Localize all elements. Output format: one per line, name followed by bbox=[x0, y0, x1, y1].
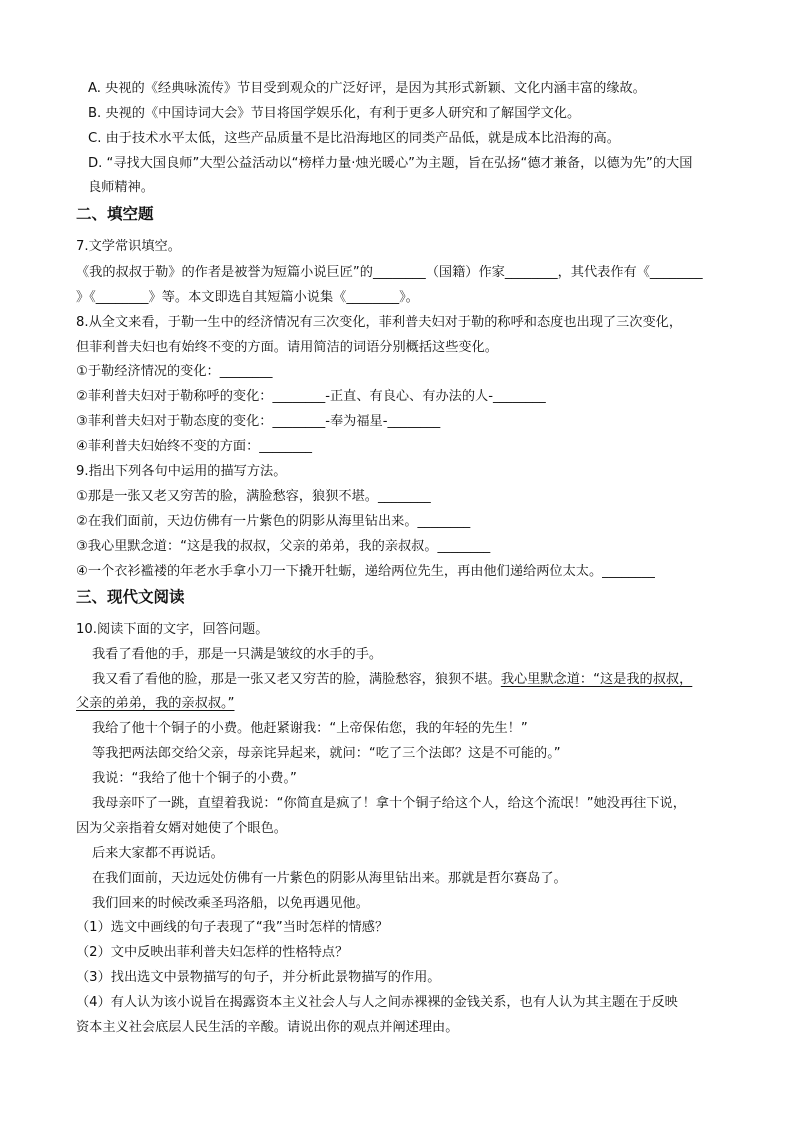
q8-item-2: ②菲利普夫妇对于勒称呼的变化：________-正直、有良心、有办法的人-________ bbox=[76, 389, 546, 404]
passage-paragraph: 我们回来的时候改乘圣玛洛船，以免再遇见他。 bbox=[92, 896, 369, 911]
q6-option-d: D. “寻找大国良师”大型公益活动以“榜样力量·烛光暖心”为主题，旨在弘扬“德才兼备，以德为先”的大国 bbox=[88, 156, 693, 171]
sub-question-4-continued: 资本主义社会底层人民生活的辛酸。请说出你的观点并阐述理由。 bbox=[76, 1020, 459, 1035]
q7-line-2: 》《________》等。本文即选自其短篇小说集《________》。 bbox=[76, 290, 419, 305]
q10-stem: 10.阅读下面的文字，回答问题。 bbox=[76, 622, 269, 637]
q9-item-2: ②在我们面前，天边仿佛有一片紫色的阴影从海里钻出来。________ bbox=[76, 514, 471, 529]
sub-question-3: （3）找出选文中景物描写的句子，并分析此景物描写的作用。 bbox=[76, 970, 441, 985]
section-title-reading: 三、现代文阅读 bbox=[76, 588, 185, 606]
sub-question-4: （4）有人认为该小说旨在揭露资本主义社会人与人之间赤裸裸的金钱关系，也有人认为其主题在于反映 bbox=[76, 995, 678, 1010]
passage-paragraph: 等我把两法郎交给父亲，母亲诧异起来，就问：“吃了三个法郎？这是不可能的。” bbox=[92, 746, 561, 761]
q8-item-3: ③菲利普夫妇对于勒态度的变化：________-奉为福星-________ bbox=[76, 414, 441, 429]
q9-stem: 9.指出下列各句中运用的描写方法。 bbox=[76, 464, 287, 479]
q8-item-1: ①于勒经济情况的变化：________ bbox=[76, 364, 273, 379]
passage-paragraph: 在我们面前，天边远处仿佛有一片紫色的阴影从海里钻出来。那就是哲尔赛岛了。 bbox=[92, 871, 567, 886]
passage-paragraph: 我说：“我给了他十个铜子的小费。” bbox=[92, 771, 297, 786]
q6-option-c: C. 由于技术水平太低，这些产品质量不是比沿海地区的同类产品低，就是成本比沿海的高。 bbox=[88, 131, 620, 146]
passage-text: 我又看了看他的脸，那是一张又老又穷苦的脸，满脸愁容，狼狈不堪。 bbox=[92, 672, 501, 687]
section-title-fill-in: 二、填空题 bbox=[76, 205, 154, 223]
sub-question-1: （1）选文中画线的句子表现了“我”当时怎样的情感？ bbox=[76, 920, 389, 935]
q6-option-d-continued: 良师精神。 bbox=[88, 180, 154, 195]
passage-paragraph: 后来大家都不再说话。 bbox=[92, 846, 224, 861]
underlined-sentence-continued: 父亲的弟弟，我的亲叔叔。” bbox=[76, 696, 235, 711]
q9-item-1: ①那是一张又老又穷苦的脸，满脸愁容，狼狈不堪。________ bbox=[76, 489, 431, 504]
q8-stem-continued: 但菲利普夫妇也有始终不变的方面。请用简洁的词语分别概括这些变化。 bbox=[76, 340, 498, 355]
q9-item-4: ④一个衣衫褴褛的年老水手拿小刀一下撬开牡蛎，递给两位先生，再由他们递给两位太太。________ bbox=[76, 564, 655, 579]
q8-item-4: ④菲利普夫妇始终不变的方面：________ bbox=[76, 439, 313, 454]
sub-question-2: （2）文中反映出菲利普夫妇怎样的性格特点？ bbox=[76, 945, 349, 960]
q7-line-1: 《我的叔叔于勒》的作者是被誉为短篇小说巨匠”的________（国籍）作家________，其代表作有《________ bbox=[76, 265, 703, 280]
passage-paragraph: 我母亲吓了一跳，直望着我说：“你简直是疯了！拿十个铜子给这个人，给这个流氓！”她没再往下说， bbox=[92, 796, 686, 811]
underlined-sentence: 我心里默念道：“这是我的叔叔， bbox=[500, 672, 693, 687]
q6-option-b: B. 央视的《中国诗词大会》节目将国学娱乐化，有利于更多人研究和了解国学文化。 bbox=[88, 106, 581, 121]
passage-paragraph: 我给了他十个铜子的小费。他赶紧谢我：“上帝保佑您，我的年轻的先生！” bbox=[92, 721, 528, 736]
passage-paragraph bbox=[92, 671, 692, 689]
passage-paragraph-continued: 因为父亲指着女婿对她使了个眼色。 bbox=[76, 821, 287, 836]
q9-item-3: ③我心里默念道：“这是我的叔叔，父亲的弟弟，我的亲叔叔。________ bbox=[76, 539, 491, 554]
q6-option-a: A. 央视的《经典咏流传》节目受到观众的广泛好评，是因为其形式新颖、文化内涵丰富的缘故。 bbox=[88, 81, 646, 96]
q7-stem: 7.文学常识填空。 bbox=[76, 239, 181, 254]
q8-stem: 8.从全文来看，于勒一生中的经济情况有三次变化，菲利普夫妇对于勒的称呼和态度也出现了三次变化， bbox=[76, 315, 683, 330]
passage-paragraph: 我看了看他的手，那是一只满是皱纹的水手的手。 bbox=[92, 647, 383, 662]
